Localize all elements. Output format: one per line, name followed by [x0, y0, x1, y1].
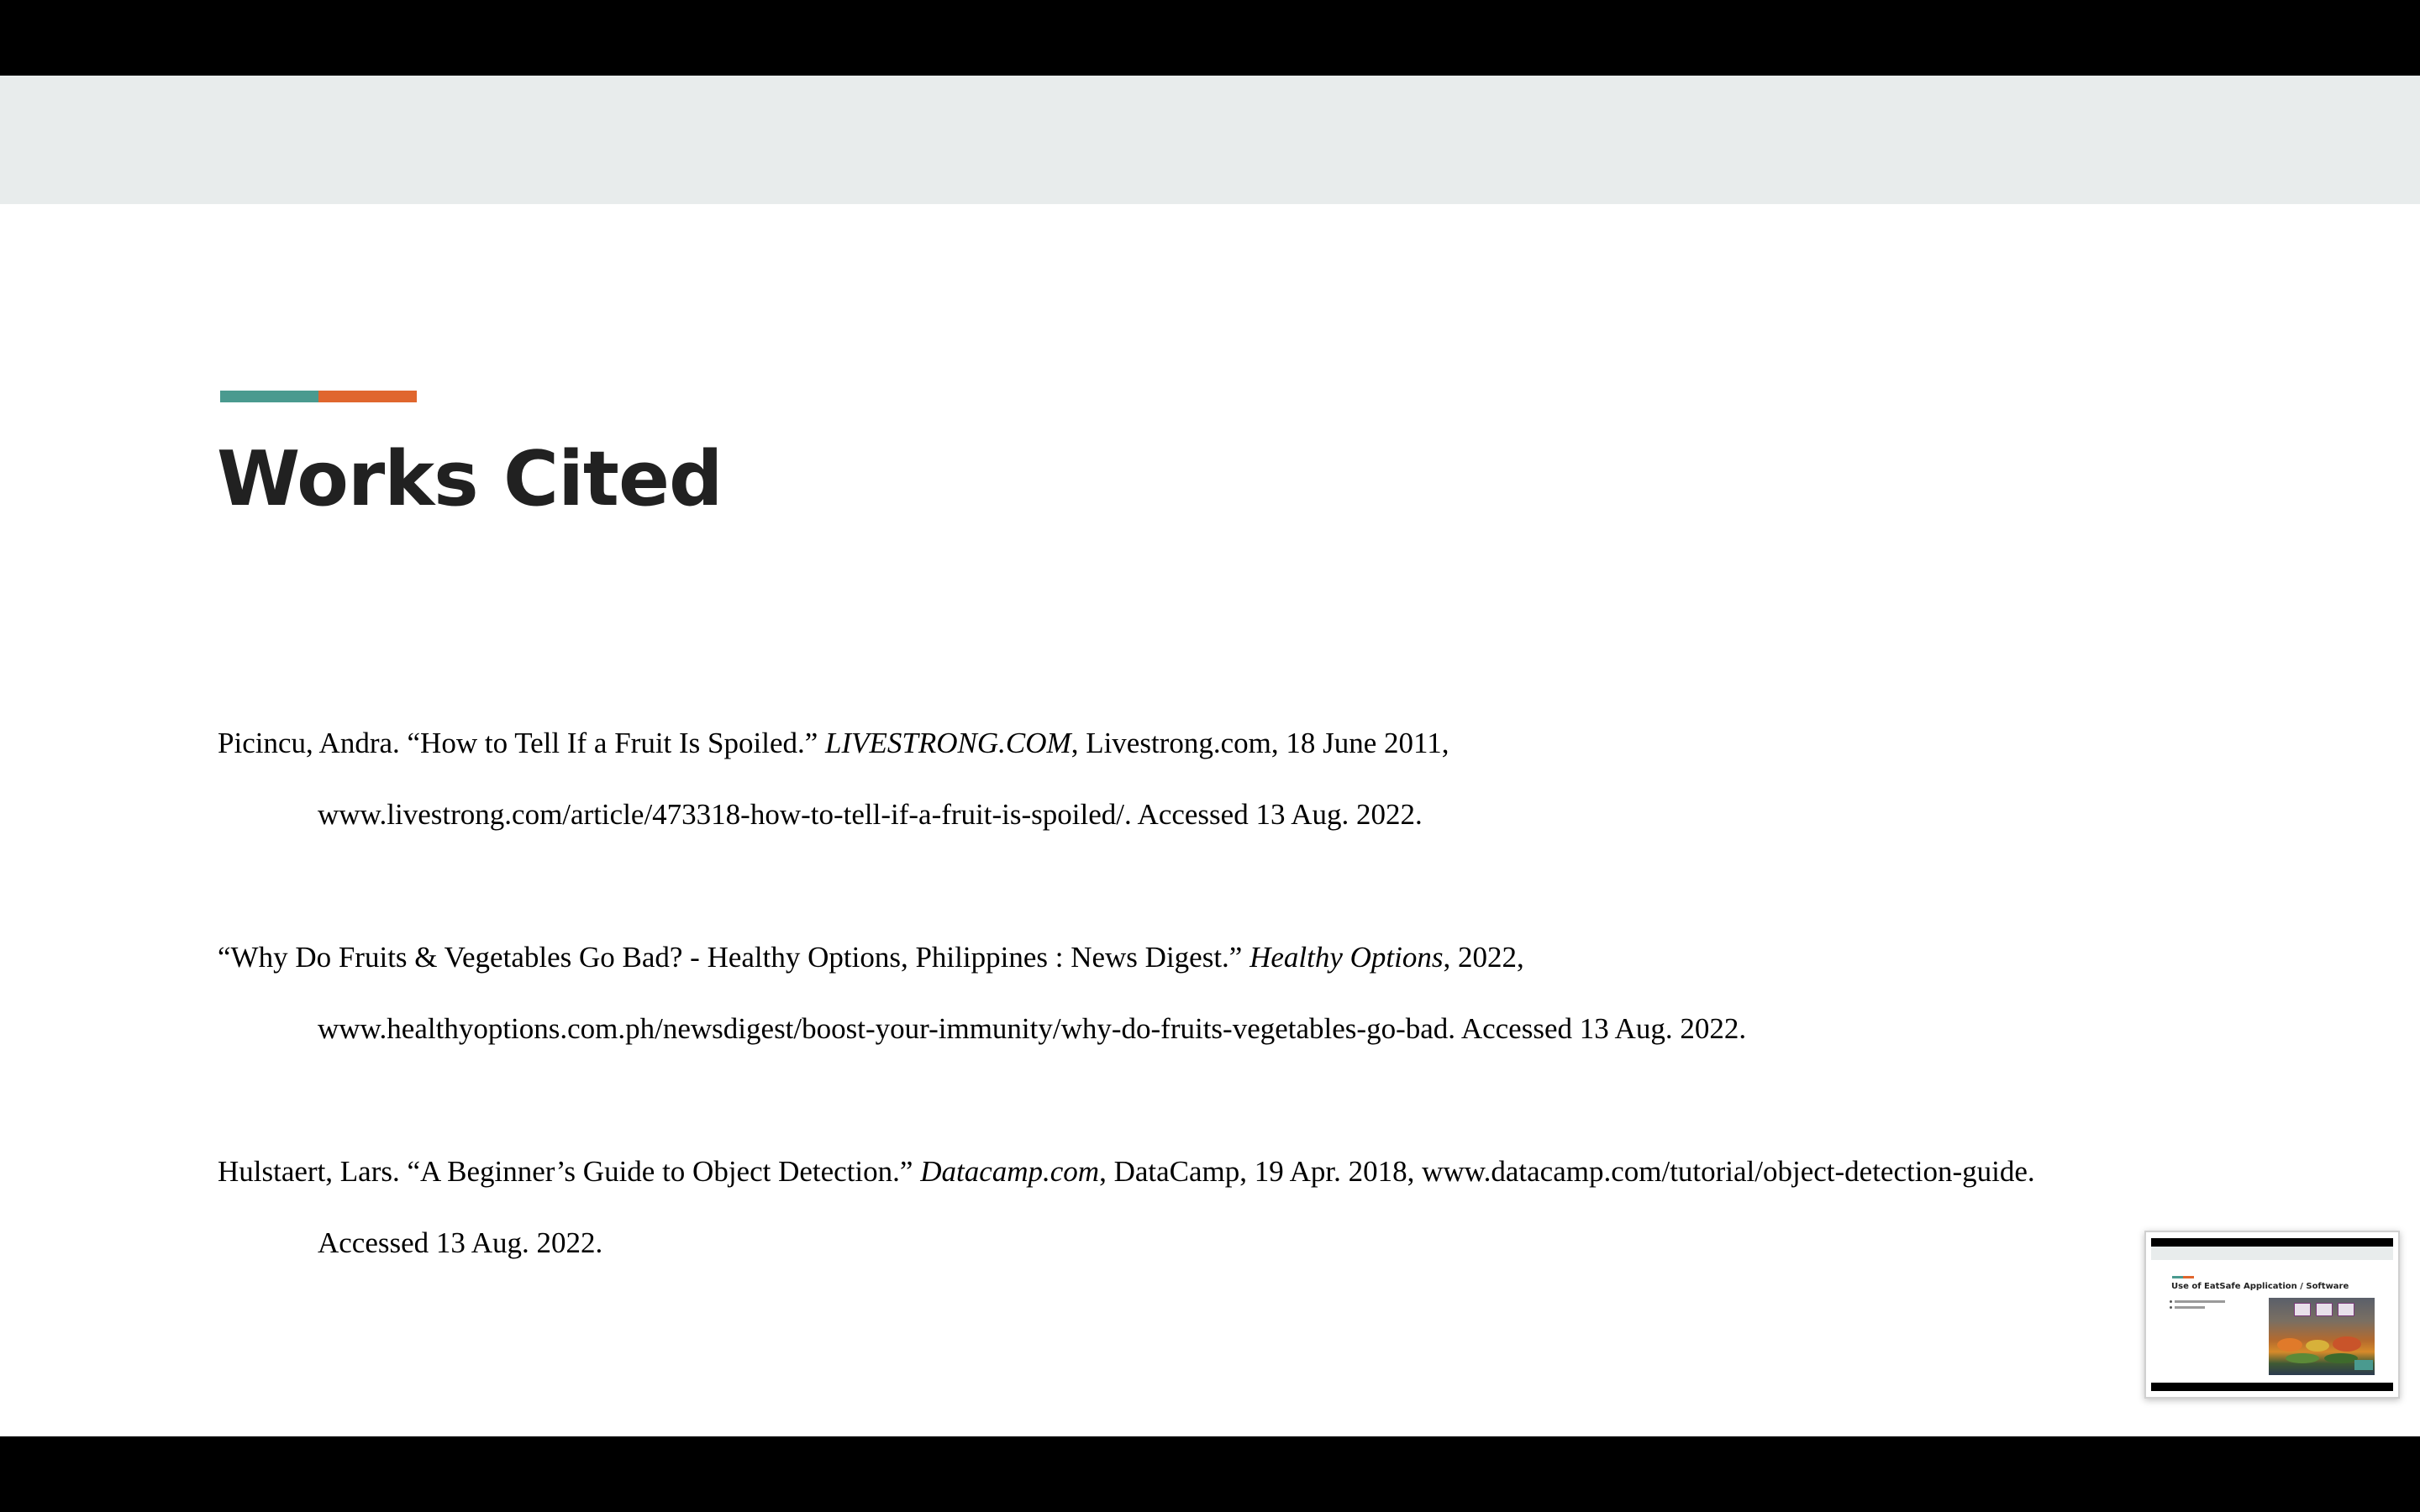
- next-slide-thumbnail[interactable]: [2144, 1231, 2400, 1399]
- thumbnail-photo-tag: [2354, 1360, 2373, 1370]
- thumbnail-header-band: [2151, 1247, 2393, 1260]
- thumbnail-accent-orange: [2183, 1276, 2194, 1278]
- citation-3-source: Datacamp.com: [920, 1155, 1100, 1188]
- citation-1-line-2: www.livestrong.com/article/473318-how-to-tell-if-a-fruit-is-spoiled/. Accessed 13 Aug. 2022.: [318, 798, 1423, 831]
- citation-1-text: Picincu, Andra. “How to Tell If a Fruit Is Spoiled.”: [218, 727, 826, 759]
- thumbnail-produce-photo: [2269, 1298, 2375, 1375]
- accent-teal: [220, 391, 318, 402]
- citation-3-line-2: Accessed 13 Aug. 2022.: [318, 1226, 603, 1259]
- thumbnail-title: Use of EatSafe Application / Software: [2171, 1282, 2349, 1291]
- citation-1-line-1: [218, 707, 2234, 779]
- thumbnail-accent-bar: [2172, 1276, 2194, 1278]
- citation-2-line-1: [218, 921, 2234, 993]
- thumbnail-photo-sign: [2294, 1303, 2311, 1316]
- citation-3-details: , DataCamp, 19 Apr. 2018, www.datacamp.com/tutorial/object-detection-guide.: [1099, 1155, 2035, 1188]
- thumbnail-photo-sign: [2338, 1303, 2354, 1316]
- slide-title: Works Cited: [217, 435, 723, 523]
- title-accent-bar: [220, 391, 417, 402]
- thumbnail-photo-produce: [2306, 1340, 2329, 1352]
- thumbnail-bullet: [2175, 1306, 2205, 1309]
- letterbox-bottom: [0, 1436, 2420, 1512]
- thumbnail-photo-produce: [2324, 1353, 2358, 1363]
- letterbox-top: [0, 0, 2420, 76]
- thumbnail-photo-produce: [2333, 1336, 2361, 1352]
- thumbnail-bullet: [2175, 1300, 2225, 1303]
- citation-2-source: Healthy Options: [1249, 941, 1444, 974]
- citation-3-text: Hulstaert, Lars. “A Beginner’s Guide to Object Detection.”: [218, 1155, 921, 1188]
- thumbnail-accent-teal: [2172, 1276, 2183, 1278]
- citation-1-details: , Livestrong.com, 18 June 2011,: [1071, 727, 1449, 759]
- accent-orange: [318, 391, 417, 402]
- citation-3: [218, 1136, 2234, 1278]
- citation-2-details: , 2022,: [1443, 941, 1524, 974]
- slide: [0, 76, 2420, 1436]
- thumbnail-letterbox-bottom: [2151, 1383, 2393, 1391]
- header-band: [0, 76, 2420, 204]
- citation-2: [218, 921, 2234, 1064]
- thumbnail-letterbox-top: [2151, 1238, 2393, 1247]
- citation-2-line-2: www.healthyoptions.com.ph/newsdigest/boost-your-immunity/why-do-fruits-vegetables-go-bad. Accessed 13 Aug. 2022.: [318, 1012, 1747, 1045]
- citation-1-source: LIVESTRONG.COM: [825, 727, 1071, 759]
- thumbnail-photo-produce: [2277, 1338, 2302, 1352]
- citation-1: [218, 707, 2234, 850]
- citation-2-text: “Why Do Fruits & Vegetables Go Bad? - Healthy Options, Philippines : News Digest.”: [218, 941, 1250, 974]
- thumbnail-photo-produce: [2286, 1353, 2319, 1363]
- thumbnail-bullets: [2175, 1300, 2225, 1312]
- thumbnail-photo-sign: [2316, 1303, 2333, 1316]
- thumbnail-slide: [2151, 1238, 2393, 1391]
- citation-3-line-1: [218, 1136, 2234, 1207]
